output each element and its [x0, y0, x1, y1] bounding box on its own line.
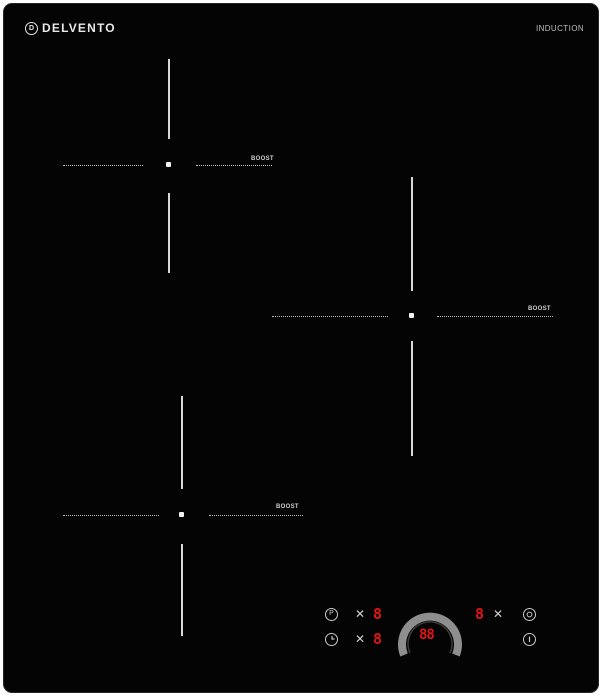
fan-left-top-display: 8 — [373, 605, 383, 623]
zone-3-horizontal-left — [63, 515, 159, 516]
zone-1-horizontal-right — [196, 165, 272, 166]
power-icon[interactable] — [523, 608, 536, 621]
fan-left-bottom-display: 8 — [373, 630, 383, 648]
fan-icon[interactable]: ✕ — [493, 607, 504, 621]
zone-3-vertical-bottom — [181, 544, 183, 636]
zone-1-horizontal-left — [63, 165, 143, 166]
induction-cooktop — [3, 3, 599, 693]
zone-1-center-dot — [166, 162, 171, 167]
brand-logo — [25, 21, 116, 35]
zone-1-vertical-top — [168, 59, 170, 139]
zone-3-vertical-top — [181, 396, 183, 489]
model-label: INDUCTION — [535, 24, 584, 33]
zone-2-horizontal-right — [437, 316, 553, 317]
zone-3-center-dot — [179, 512, 184, 517]
zone-2-center-dot — [409, 313, 414, 318]
zone-2-boost-label[interactable]: BOOST — [528, 306, 551, 312]
zone-3-horizontal-right — [209, 515, 303, 516]
zone-1-boost-label[interactable]: BOOST — [251, 156, 274, 162]
zone-1-vertical-bottom — [168, 193, 170, 273]
brand-name: DELVENTO — [42, 21, 116, 35]
pause-icon[interactable]: P — [325, 608, 338, 621]
zone-2-horizontal-left — [272, 316, 388, 317]
lock-icon[interactable] — [523, 633, 536, 646]
zone-3-boost-label[interactable]: BOOST — [276, 504, 299, 510]
brand-mark-icon: D — [25, 22, 38, 35]
clock-icon[interactable] — [325, 633, 338, 646]
fan-right-display: 8 — [475, 605, 485, 623]
zone-2-vertical-top — [411, 177, 413, 291]
fan-icon[interactable]: ✕ — [355, 632, 366, 646]
dial-display: 88 — [419, 627, 434, 643]
fan-icon[interactable]: ✕ — [355, 607, 366, 621]
zone-2-vertical-bottom — [411, 341, 413, 456]
